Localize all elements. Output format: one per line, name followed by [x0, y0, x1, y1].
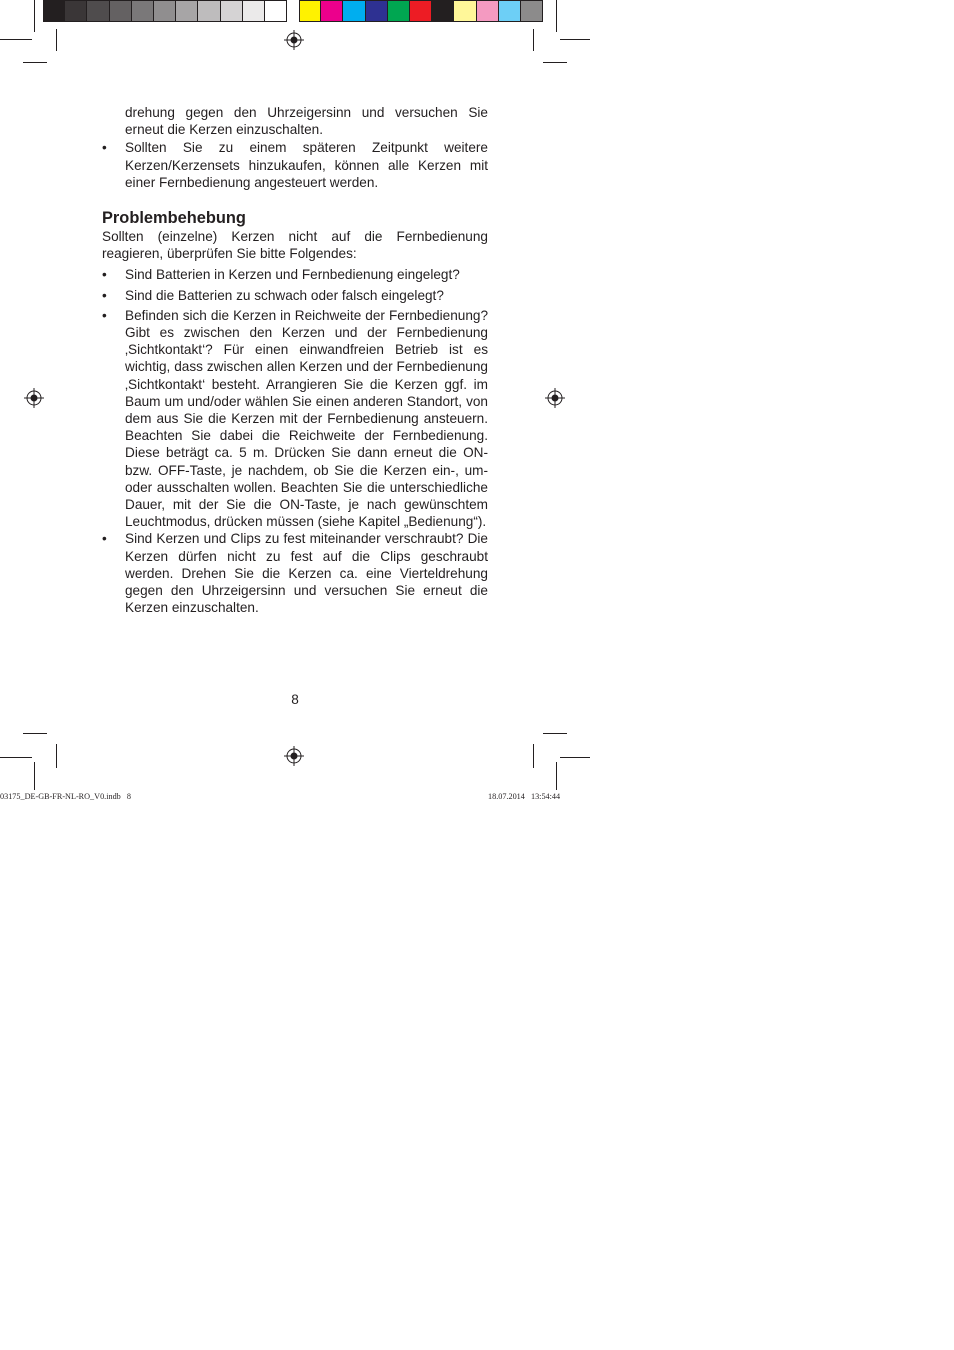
list-item-text: Sind Batterien in Kerzen und Fernbedienung eingelegt?: [125, 267, 460, 283]
crop-mark: [23, 733, 47, 734]
color-swatch: [43, 0, 65, 22]
color-swatch: [110, 0, 132, 22]
color-swatch: [410, 0, 432, 22]
crop-mark: [0, 757, 32, 758]
color-swatch: [65, 0, 87, 22]
slug-file-info: 03175_DE-GB-FR-NL-RO_V0.indb 8: [0, 792, 131, 801]
crop-mark: [34, 0, 35, 32]
color-swatch: [176, 0, 198, 22]
color-swatch: [154, 0, 176, 22]
crop-mark: [560, 39, 590, 40]
crop-mark: [560, 757, 590, 758]
lead-paragraph: Sollten (einzelne) Kerzen nicht auf die Fernbedienung reagieren, überprüfen Sie bitte Folgendes:: [102, 229, 488, 262]
crop-mark: [56, 744, 57, 768]
list-item-text: Sollten Sie zu einem späteren Zeitpunkt weitere Kerzen/Kerzensets hinzukaufen, können alle Kerzen mit einer Fernbedienung angesteuert werden.: [125, 140, 488, 190]
crop-mark: [556, 0, 557, 32]
registration-mark-icon: [284, 746, 304, 766]
crop-mark: [533, 29, 534, 51]
color-swatch: [198, 0, 220, 22]
intro-continuation: drehung gegen den Uhrzeigersinn und versuchen Sie erneut die Kerzen einzuschalten.: [125, 105, 488, 138]
crop-mark: [23, 62, 47, 63]
crop-mark: [543, 733, 567, 734]
body-text: [102, 104, 488, 616]
crop-mark: [0, 39, 32, 40]
slug-timestamp: 18.07.2014 13:54:44: [488, 792, 561, 801]
list-item: [102, 287, 488, 304]
list-item-text: Sind Kerzen und Clips zu fest miteinander verschraubt? Die Kerzen dürfen nicht zu fest auf die Clips geschraubt werden. Drehen Sie die Kerzen ca. eine Vierteldrehung gegen den Uhrzeigersinn und versuchen Sie erneut die Kerzen einzuschalten.: [125, 531, 488, 616]
color-swatch: [477, 0, 499, 22]
bullet-icon: •: [102, 307, 107, 323]
bullet-icon: •: [102, 140, 107, 156]
registration-mark-icon: [284, 30, 304, 50]
color-swatch: [299, 0, 321, 22]
bullet-icon: •: [102, 531, 107, 547]
color-swatch: [132, 0, 154, 22]
crop-mark: [56, 29, 57, 51]
color-swatch: [243, 0, 265, 22]
color-swatch: [87, 0, 109, 22]
color-swatch: [454, 0, 476, 22]
list-item: [102, 266, 488, 283]
color-swatch: [343, 0, 365, 22]
registration-mark-icon: [545, 388, 565, 408]
list-item: [102, 307, 488, 531]
color-swatch: [221, 0, 243, 22]
list-item: [102, 139, 488, 191]
color-swatch: [432, 0, 454, 22]
color-swatch: [366, 0, 388, 22]
registration-mark-icon: [24, 388, 44, 408]
color-swatch: [265, 0, 287, 22]
color-swatch: [388, 0, 410, 22]
list-item-text: Sind die Batterien zu schwach oder falsch eingelegt?: [125, 287, 444, 303]
color-swatch: [499, 0, 521, 22]
crop-mark: [556, 762, 557, 790]
grayscale-calibration-bar: [43, 0, 287, 24]
list-item-text: Befinden sich die Kerzen in Reichweite der Fernbedienung? Gibt es zwischen den Kerzen und der Fernbedienung ‚Sichtkontakt‘? Für einen einwandfreien Betrieb ist es wichtig, dass zwischen allen Kerzen und der Fernbedienung ‚Sichtkontakt‘ besteht. Arrangieren Sie die Kerzen ggf. im Baum um und/oder wählen Sie einen anderen Standort, von dem aus Sie die Kerzen mit der Fernbedienung ansteuern. Beachten Sie dabei die Reichweite der Fernbedienung. Diese beträgt ca. 5 m. Drücken Sie dann erneut die ON- bzw. OFF-Taste, je nachdem, ob Sie die Kerzen ein-, um- oder ausschalten wollen. Beachten Sie die unterschiedliche Dauer, mit der Sie die ON-Taste, je nach gewünschtem Leuchtmodus, drücken müssen (siehe Kapitel „Bedienung“).: [125, 307, 488, 530]
bullet-icon: •: [102, 267, 107, 283]
crop-mark: [533, 744, 534, 768]
color-calibration-bar: [299, 0, 543, 24]
crop-mark: [543, 62, 567, 63]
page-number: 8: [291, 692, 299, 707]
color-swatch: [321, 0, 343, 22]
bullet-icon: •: [102, 287, 107, 303]
color-swatch: [521, 0, 543, 22]
crop-mark: [34, 762, 35, 790]
section-heading: Problembehebung: [102, 209, 246, 228]
list-item: [102, 530, 488, 616]
